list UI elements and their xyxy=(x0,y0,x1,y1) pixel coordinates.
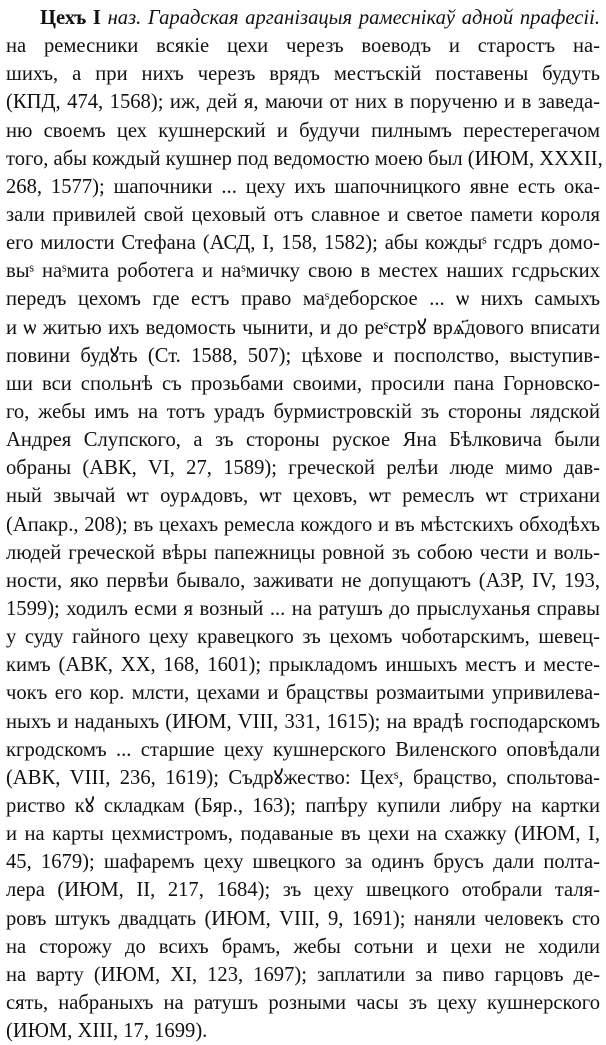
text-line: 1599); ходилъ есми я возный ... на ратушъ до прыслуханья справы xyxy=(6,597,600,620)
text-line: шихъ, а при нихъ черезъ врядъ местъскій поставены будуть xyxy=(6,63,600,86)
text-line: повини будꙋть (Ст. 1588, 507); цѣхове и посполство, выступив- xyxy=(6,344,600,367)
text-line: (КПД, 474, 1568); иж, дей я, маючи от них в порученю и в заведа- xyxy=(6,91,600,114)
text-line: ный звычай ѡт оурѧдовъ, ѡт цеховъ, ѡт ремеслъ ѡт стрихани xyxy=(6,485,600,508)
text-line: (АВК, VIII, 236, 1619); Съдрꙋжество: Цехˢ, брацство, спольтова- xyxy=(6,766,600,789)
text-line: кгродскомъ ... старшие цеху кушнерского Виленского оповѣдали xyxy=(6,738,600,761)
dictionary-entry xyxy=(6,4,603,1043)
text-line: ровъ штукъ двадцать (ИЮМ, VIII, 9, 1691); наняли человекъ сто xyxy=(6,907,600,930)
text-line: (ИЮМ, XIII, 17, 1699). xyxy=(6,1020,208,1043)
text-line: риство кꙋ складкам (Бяр., 163); папѣру купили либру на картки xyxy=(6,794,600,817)
text-line: у суду гайного цеху кравецкого зъ цехомъ чоботарскимъ, шевец- xyxy=(6,626,600,649)
entry-first-line xyxy=(6,4,600,32)
text-line: того, абы кождый кушнер под ведомостю моею был (ИЮМ, XXXII, xyxy=(6,147,603,170)
text-line: ныхъ и наданыхъ (ИЮМ, VIII, 331, 1615); на врадѣ господарскомъ xyxy=(6,710,600,733)
text-line: передъ цехомъ где естъ право маˢдеборское ... ѡ нихъ самыхъ xyxy=(6,288,600,311)
text-line: на ремесники всякіе цехи черезъ воеводъ и старостъ на- xyxy=(6,35,600,58)
entry-body xyxy=(6,32,603,1045)
text-line: его милости Стефана (АСД, I, 158, 1582); абы кождыˢ гсдръ домо- xyxy=(6,232,600,255)
text-line: 268, 1577); шапочники ... цеху ихъ шапочницкого явне есть ока- xyxy=(6,175,600,198)
text-line: людей греческой вѣры папежницы ровной зъ собою чести и воль- xyxy=(6,541,600,564)
text-line: 45, 1679); шафаремъ цеху швецкого за одинъ брусъ дали полта- xyxy=(6,851,600,874)
text-line: го, жебы имъ на тотъ урадъ бурмистровскій зъ стороны лядской xyxy=(6,400,600,423)
text-line: обраны (АВК, VI, 27, 1589); греческой релѣи люде мимо дав- xyxy=(6,457,600,480)
text-line: Андрея Слупского, а зъ стороны руское Яна Бѣлковича были xyxy=(6,429,600,452)
text-line: выˢ наˢмита роботега и наˢмичку свою в местех наших гсдрьских xyxy=(6,260,600,283)
text-line: лера (ИЮМ, II, 217, 1684); зъ цеху швецкого отобрали таля- xyxy=(6,879,600,902)
text-line: зали привилей свой цеховый отъ славное и светое памети короля xyxy=(6,203,600,226)
text-line: на варту (ИЮМ, XI, 123, 1697); заплатили за пиво гарцовъ де- xyxy=(6,963,600,986)
text-line: и на карты цехмистромъ, подаваные въ цехи на схажку (ИЮМ, I, xyxy=(6,823,600,846)
headword: Цехъ I xyxy=(40,7,101,29)
text-line: ню своемъ цех кушнерский и будучи пилнымъ перестерегачом xyxy=(6,119,600,142)
text-line: сять, набраныхъ на ратушъ розными часы зъ цеху кушнерского xyxy=(6,991,600,1014)
text-line: и ѡ житью ихъ ведомость чынити, и до реˢстрꙋ врѧ҃дового вписати xyxy=(6,316,600,339)
text-line: чокъ его кор. млсти, цехами и брацствы розмаитыми упривилева- xyxy=(6,682,600,705)
definition: наз. Гарадская арганізацыя рамеснікаў адной прафесіі. xyxy=(107,7,600,29)
text-line: ши вси спольнѣ съ прозьбами своими, просили пана Горновско- xyxy=(6,372,600,395)
text-line: (Апакр., 208); въ цехахъ ремесла кождого и въ мѣстскихъ обходѣхъ xyxy=(6,513,600,536)
text-line: ности, яко первѣи бывало, заживати не допущаютъ (АЗР, IV, 193, xyxy=(6,569,600,592)
text-line: на сторожу до всихъ брамъ, жебы сотьни и цехи не ходили xyxy=(6,935,600,958)
text-line: кимъ (АВК, XX, 168, 1601); прыкладомъ иншыхъ местъ и месте- xyxy=(6,654,600,677)
